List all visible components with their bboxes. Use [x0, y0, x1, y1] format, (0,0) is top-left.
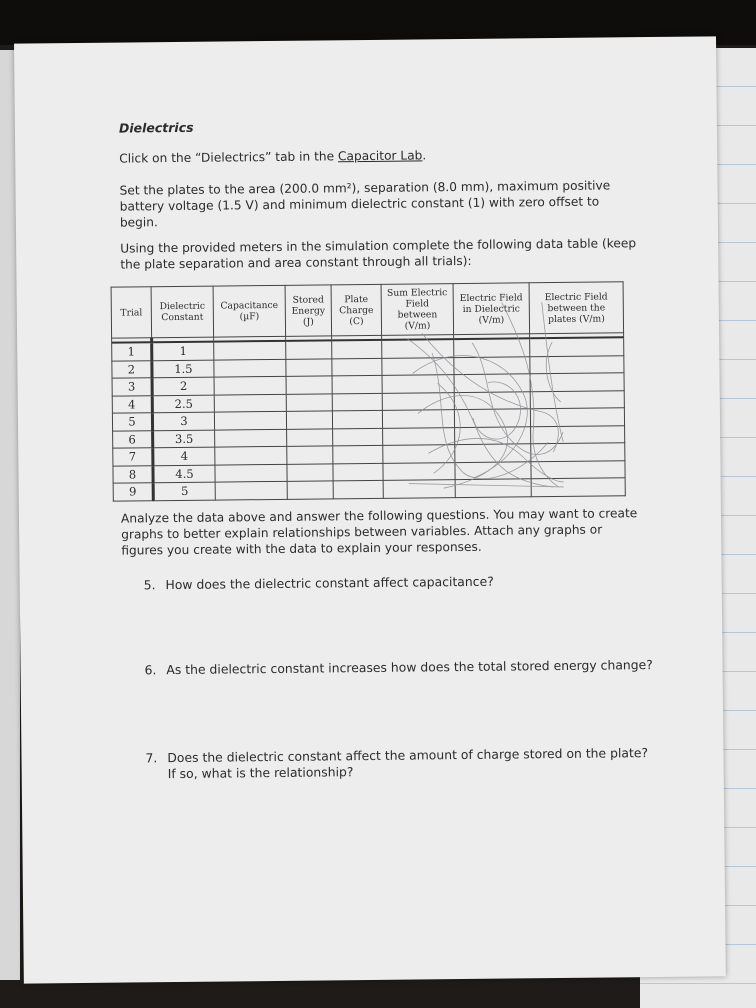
- empty-cell[interactable]: [531, 478, 625, 496]
- question-5: [144, 574, 494, 594]
- empty-cell[interactable]: [332, 375, 382, 393]
- empty-cell[interactable]: [454, 374, 530, 392]
- empty-cell[interactable]: [214, 394, 286, 412]
- empty-cell[interactable]: [332, 393, 382, 411]
- empty-cell[interactable]: [214, 341, 286, 360]
- empty-cell[interactable]: [332, 358, 382, 376]
- empty-cell[interactable]: [333, 463, 383, 481]
- dielectric-cell: 4: [153, 447, 215, 465]
- empty-cell[interactable]: [454, 391, 530, 409]
- setup-line: battery voltage (1.5 V) and minimum dielectric constant (1) with zero offset to: [119, 194, 600, 214]
- setup-paragraph: [119, 177, 610, 230]
- empty-cell[interactable]: [286, 411, 332, 429]
- header-dielectric-constant: Dielectric Constant: [151, 286, 214, 338]
- empty-cell[interactable]: [530, 373, 624, 391]
- empty-cell[interactable]: [382, 375, 454, 393]
- trial-cell: 4: [112, 395, 152, 413]
- trial-cell: 9: [113, 483, 153, 501]
- dielectric-cell: 1: [152, 342, 214, 361]
- empty-cell[interactable]: [332, 410, 382, 428]
- trial-cell: 5: [112, 413, 152, 431]
- empty-cell[interactable]: [530, 337, 624, 356]
- empty-cell[interactable]: [455, 479, 531, 497]
- empty-cell[interactable]: [287, 481, 333, 499]
- empty-cell[interactable]: [215, 429, 287, 447]
- analyze-line: figures you create with the data to explain your responses.: [121, 539, 482, 558]
- empty-cell[interactable]: [383, 462, 455, 480]
- empty-cell[interactable]: [286, 393, 332, 411]
- empty-cell[interactable]: [215, 446, 287, 464]
- header-capacitance: Capacitance (µF): [213, 285, 286, 337]
- empty-cell[interactable]: [286, 340, 332, 358]
- header-plate-charge: Plate Charge (C): [331, 284, 382, 336]
- trial-cell: 6: [113, 430, 153, 448]
- dielectric-cell: 2: [152, 377, 214, 395]
- empty-cell[interactable]: [215, 464, 287, 482]
- empty-cell[interactable]: [454, 338, 530, 357]
- header-trial: Trial: [111, 287, 152, 338]
- empty-cell[interactable]: [382, 392, 454, 410]
- empty-cell[interactable]: [286, 358, 332, 376]
- data-table: [111, 281, 626, 501]
- empty-cell[interactable]: [332, 340, 382, 359]
- meters-line: Using the provided meters in the simulation complete the following data table (keep: [120, 236, 637, 256]
- question-text: Does the dielectric constant affect the amount of charge stored on the plate?: [167, 745, 649, 766]
- empty-cell[interactable]: [383, 445, 455, 463]
- dielectric-cell: 3: [152, 412, 214, 430]
- empty-cell[interactable]: [454, 409, 530, 427]
- question-text: How does the dielectric constant affect capacitance?: [165, 573, 494, 593]
- dielectric-cell: 2.5: [152, 395, 214, 413]
- empty-cell[interactable]: [455, 426, 531, 444]
- empty-cell[interactable]: [454, 356, 530, 374]
- instruction-text: Click on the “Dielectrics” tab in the: [119, 149, 339, 166]
- question-text-continued: If so, what is the relationship?: [167, 764, 354, 782]
- empty-cell[interactable]: [287, 446, 333, 464]
- trial-cell: 1: [112, 342, 152, 360]
- empty-cell[interactable]: [531, 425, 625, 443]
- analyze-line: graphs to better explain relationships between variables. Attach any graphs or: [121, 522, 603, 542]
- empty-cell[interactable]: [333, 445, 383, 463]
- empty-cell[interactable]: [530, 355, 624, 373]
- empty-cell[interactable]: [214, 411, 286, 429]
- meters-paragraph: [120, 235, 636, 272]
- header-field-in-dielectric: Electric Field in Dielectric (V/m): [453, 283, 530, 335]
- empty-cell[interactable]: [383, 480, 455, 498]
- question-7: [145, 745, 648, 782]
- empty-cell[interactable]: [531, 443, 625, 461]
- empty-cell[interactable]: [214, 359, 286, 377]
- empty-cell[interactable]: [383, 427, 455, 445]
- empty-cell[interactable]: [382, 410, 454, 428]
- instruction-open-tab: [119, 147, 426, 166]
- meters-line: the plate separation and area constant through all trials):: [120, 253, 472, 272]
- setup-line: begin.: [119, 215, 158, 230]
- empty-cell[interactable]: [286, 376, 332, 394]
- capacitor-lab-link[interactable]: Capacitor Lab: [337, 148, 423, 164]
- trial-cell: 2: [112, 360, 152, 378]
- question-number: 7.: [145, 750, 158, 766]
- instruction-period: .: [422, 148, 427, 163]
- table-header-row: [111, 282, 624, 338]
- question-number: 6.: [144, 662, 157, 678]
- empty-cell[interactable]: [530, 390, 624, 408]
- dielectric-cell: 1.5: [152, 360, 214, 378]
- setup-line: Set the plates to the area (200.0 mm²), separation (8.0 mm), maximum positive: [119, 178, 611, 198]
- analyze-paragraph: [121, 505, 638, 558]
- trial-cell: 3: [112, 378, 152, 396]
- question-number: 5.: [143, 577, 156, 593]
- empty-cell[interactable]: [382, 357, 454, 375]
- empty-cell[interactable]: [455, 444, 531, 462]
- empty-cell[interactable]: [382, 339, 454, 358]
- trial-cell: 8: [113, 465, 153, 483]
- empty-cell[interactable]: [214, 376, 286, 394]
- dielectric-cell: 3.5: [153, 430, 215, 448]
- header-field-between-plates: Electric Field between the plates (V/m): [529, 282, 624, 334]
- header-sum-electric-field: Sum Electric Field between (V/m): [381, 284, 454, 336]
- empty-cell[interactable]: [287, 428, 333, 446]
- header-stored-energy: Stored Energy (J): [285, 285, 332, 336]
- empty-cell[interactable]: [530, 408, 624, 426]
- empty-cell[interactable]: [215, 481, 287, 499]
- section-title: Dielectrics: [118, 119, 194, 136]
- empty-cell[interactable]: [531, 460, 625, 478]
- trial-cell: 7: [113, 448, 153, 466]
- empty-cell[interactable]: [333, 480, 383, 498]
- empty-cell[interactable]: [455, 461, 531, 479]
- worksheet-page: [14, 36, 726, 983]
- empty-cell[interactable]: [287, 463, 333, 481]
- analyze-line: Analyze the data above and answer the following questions. You may want to create: [120, 506, 638, 526]
- question-text: As the dielectric constant increases how does the total stored energy change?: [166, 657, 653, 678]
- empty-cell[interactable]: [333, 428, 383, 446]
- dielectric-cell: 4.5: [153, 465, 215, 483]
- dielectric-cell: 5: [153, 482, 215, 500]
- question-6: [145, 657, 653, 678]
